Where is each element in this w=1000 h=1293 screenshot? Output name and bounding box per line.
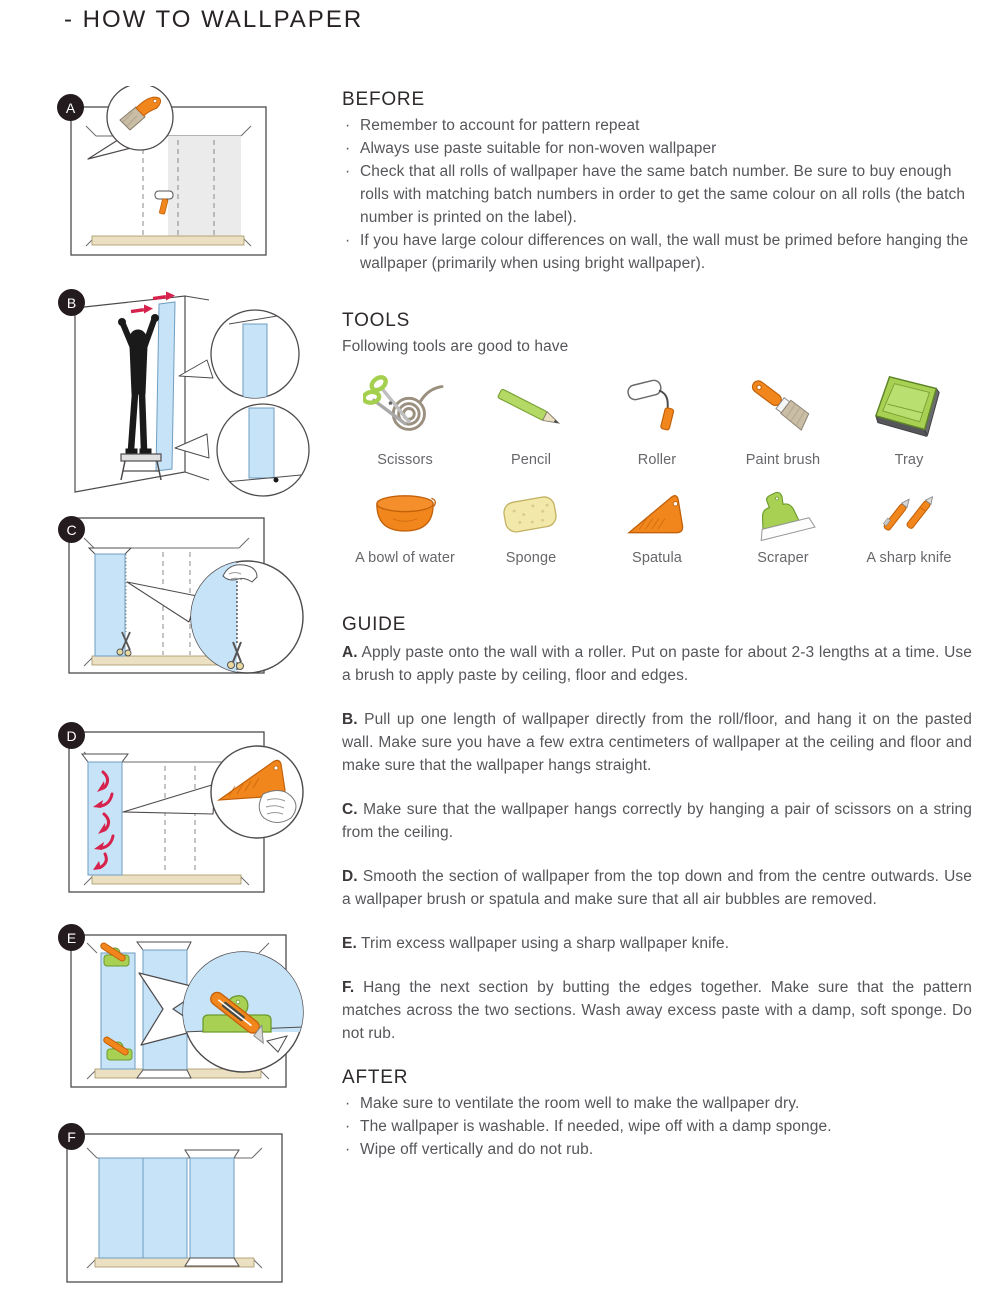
spatula-icon — [617, 487, 697, 545]
before-list — [342, 114, 972, 275]
tool-pencil: Pencil — [468, 371, 594, 469]
guide-step: C. Make sure that the wallpaper hangs correctly by hanging a pair of scissors on a string from the ceiling. — [342, 801, 972, 841]
smoothing-illustration — [57, 720, 323, 910]
guide-step: A. Apply paste onto the wall with a roller. Put on paste for about 2-3 lengths at a time. Use a brush to apply paste by ceiling, floor and edges. — [342, 644, 972, 684]
guide-step: F. Hang the next section by butting the edges together. Make sure that the pattern matches across the two sections. Wash away excess paste with a damp, soft sponge. Do not rub. — [342, 979, 972, 1042]
list-item: · Wipe off vertically and do not rub. — [345, 1141, 594, 1158]
paste-wall-illustration — [57, 86, 323, 264]
step-a-badge: A — [57, 94, 84, 121]
finished-wall-illustration — [57, 1120, 313, 1292]
guide-heading: GUIDE — [342, 614, 407, 635]
tool-spatula: Spatula — [594, 485, 720, 567]
trimming-illustration — [57, 923, 323, 1101]
tool-roller: Roller — [594, 371, 720, 469]
roller-icon — [615, 371, 699, 447]
tool-sharp-knife: A sharp knife — [846, 485, 972, 567]
tool-scraper: Scraper — [720, 485, 846, 567]
tray-icon — [867, 371, 951, 447]
tool-bowl: A bowl of water — [342, 485, 468, 567]
tool-scissors: Scissors — [342, 371, 468, 469]
figure-step-c — [57, 504, 323, 692]
figure-step-f — [57, 1120, 313, 1292]
list-item: · Always use paste suitable for non-woven wallpaper — [345, 140, 717, 157]
after-heading: AFTER — [342, 1067, 409, 1088]
tool-paint-brush: Paint brush — [720, 371, 846, 469]
after-list — [342, 1092, 972, 1161]
figure-step-a — [57, 86, 323, 264]
bowl-icon — [365, 487, 445, 545]
guide-section — [342, 613, 972, 1045]
content-column — [342, 88, 972, 1161]
step-c-badge: C — [58, 516, 85, 543]
figure-step-e — [57, 923, 323, 1101]
tools-row-2 — [342, 485, 972, 567]
tool-sponge: Sponge — [468, 485, 594, 567]
page-title: - HOW TO WALLPAPER — [64, 6, 364, 33]
list-item: · The wallpaper is washable. If needed, wipe off with a damp sponge. — [345, 1118, 832, 1135]
list-item: · Check that all rolls of wallpaper have the same batch number. Be sure to buy enough rolls with matching batch numbers in order to get the same colour on all rolls (the batch number is printed on the label). — [345, 163, 966, 226]
guide-step: D. Smooth the section of wallpaper from the top down and from the centre outwards. Use a wallpaper brush or spatula and make sure that all air bubbles are removed. — [342, 868, 972, 908]
hang-wallpaper-illustration — [57, 282, 323, 504]
list-item: · Remember to account for pattern repeat — [345, 117, 640, 134]
list-item: · Make sure to ventilate the room well to make the wallpaper dry. — [345, 1095, 800, 1112]
pencil-icon — [489, 371, 573, 447]
figure-step-d — [57, 720, 323, 910]
step-f-badge: F — [58, 1123, 85, 1150]
tools-section — [342, 309, 972, 567]
tools-heading: TOOLS — [342, 310, 411, 331]
tools-row-1 — [342, 371, 972, 469]
figure-step-b — [57, 282, 323, 504]
tool-tray: Tray — [846, 371, 972, 469]
guide-step: E. Trim excess wallpaper using a sharp wallpaper knife. — [342, 935, 730, 952]
knife-icon — [869, 487, 949, 545]
guide-step: B. Pull up one length of wallpaper directly from the roll/floor, and hang it on the pasted wall. Make sure you have a few extra centimeters of wallpaper at the ceiling and floor and make sure that the wallpaper hangs straight. — [342, 711, 972, 774]
plumb-line-illustration — [57, 504, 323, 692]
sponge-icon — [491, 487, 571, 545]
scraper-icon — [743, 487, 823, 545]
list-item: · If you have large colour differences on wall, the wall must be primed before hanging the wallpaper (primarily when using bright wallpaper). — [345, 232, 969, 272]
step-d-badge: D — [58, 722, 85, 749]
step-e-badge: E — [58, 924, 85, 951]
scissors-icon — [363, 371, 447, 447]
step-b-badge: B — [58, 289, 85, 316]
before-heading: BEFORE — [342, 89, 425, 110]
after-section — [342, 1066, 972, 1161]
paint-brush-icon — [741, 371, 825, 447]
before-section — [342, 88, 972, 275]
tools-subtitle: Following tools are good to have — [342, 338, 569, 355]
